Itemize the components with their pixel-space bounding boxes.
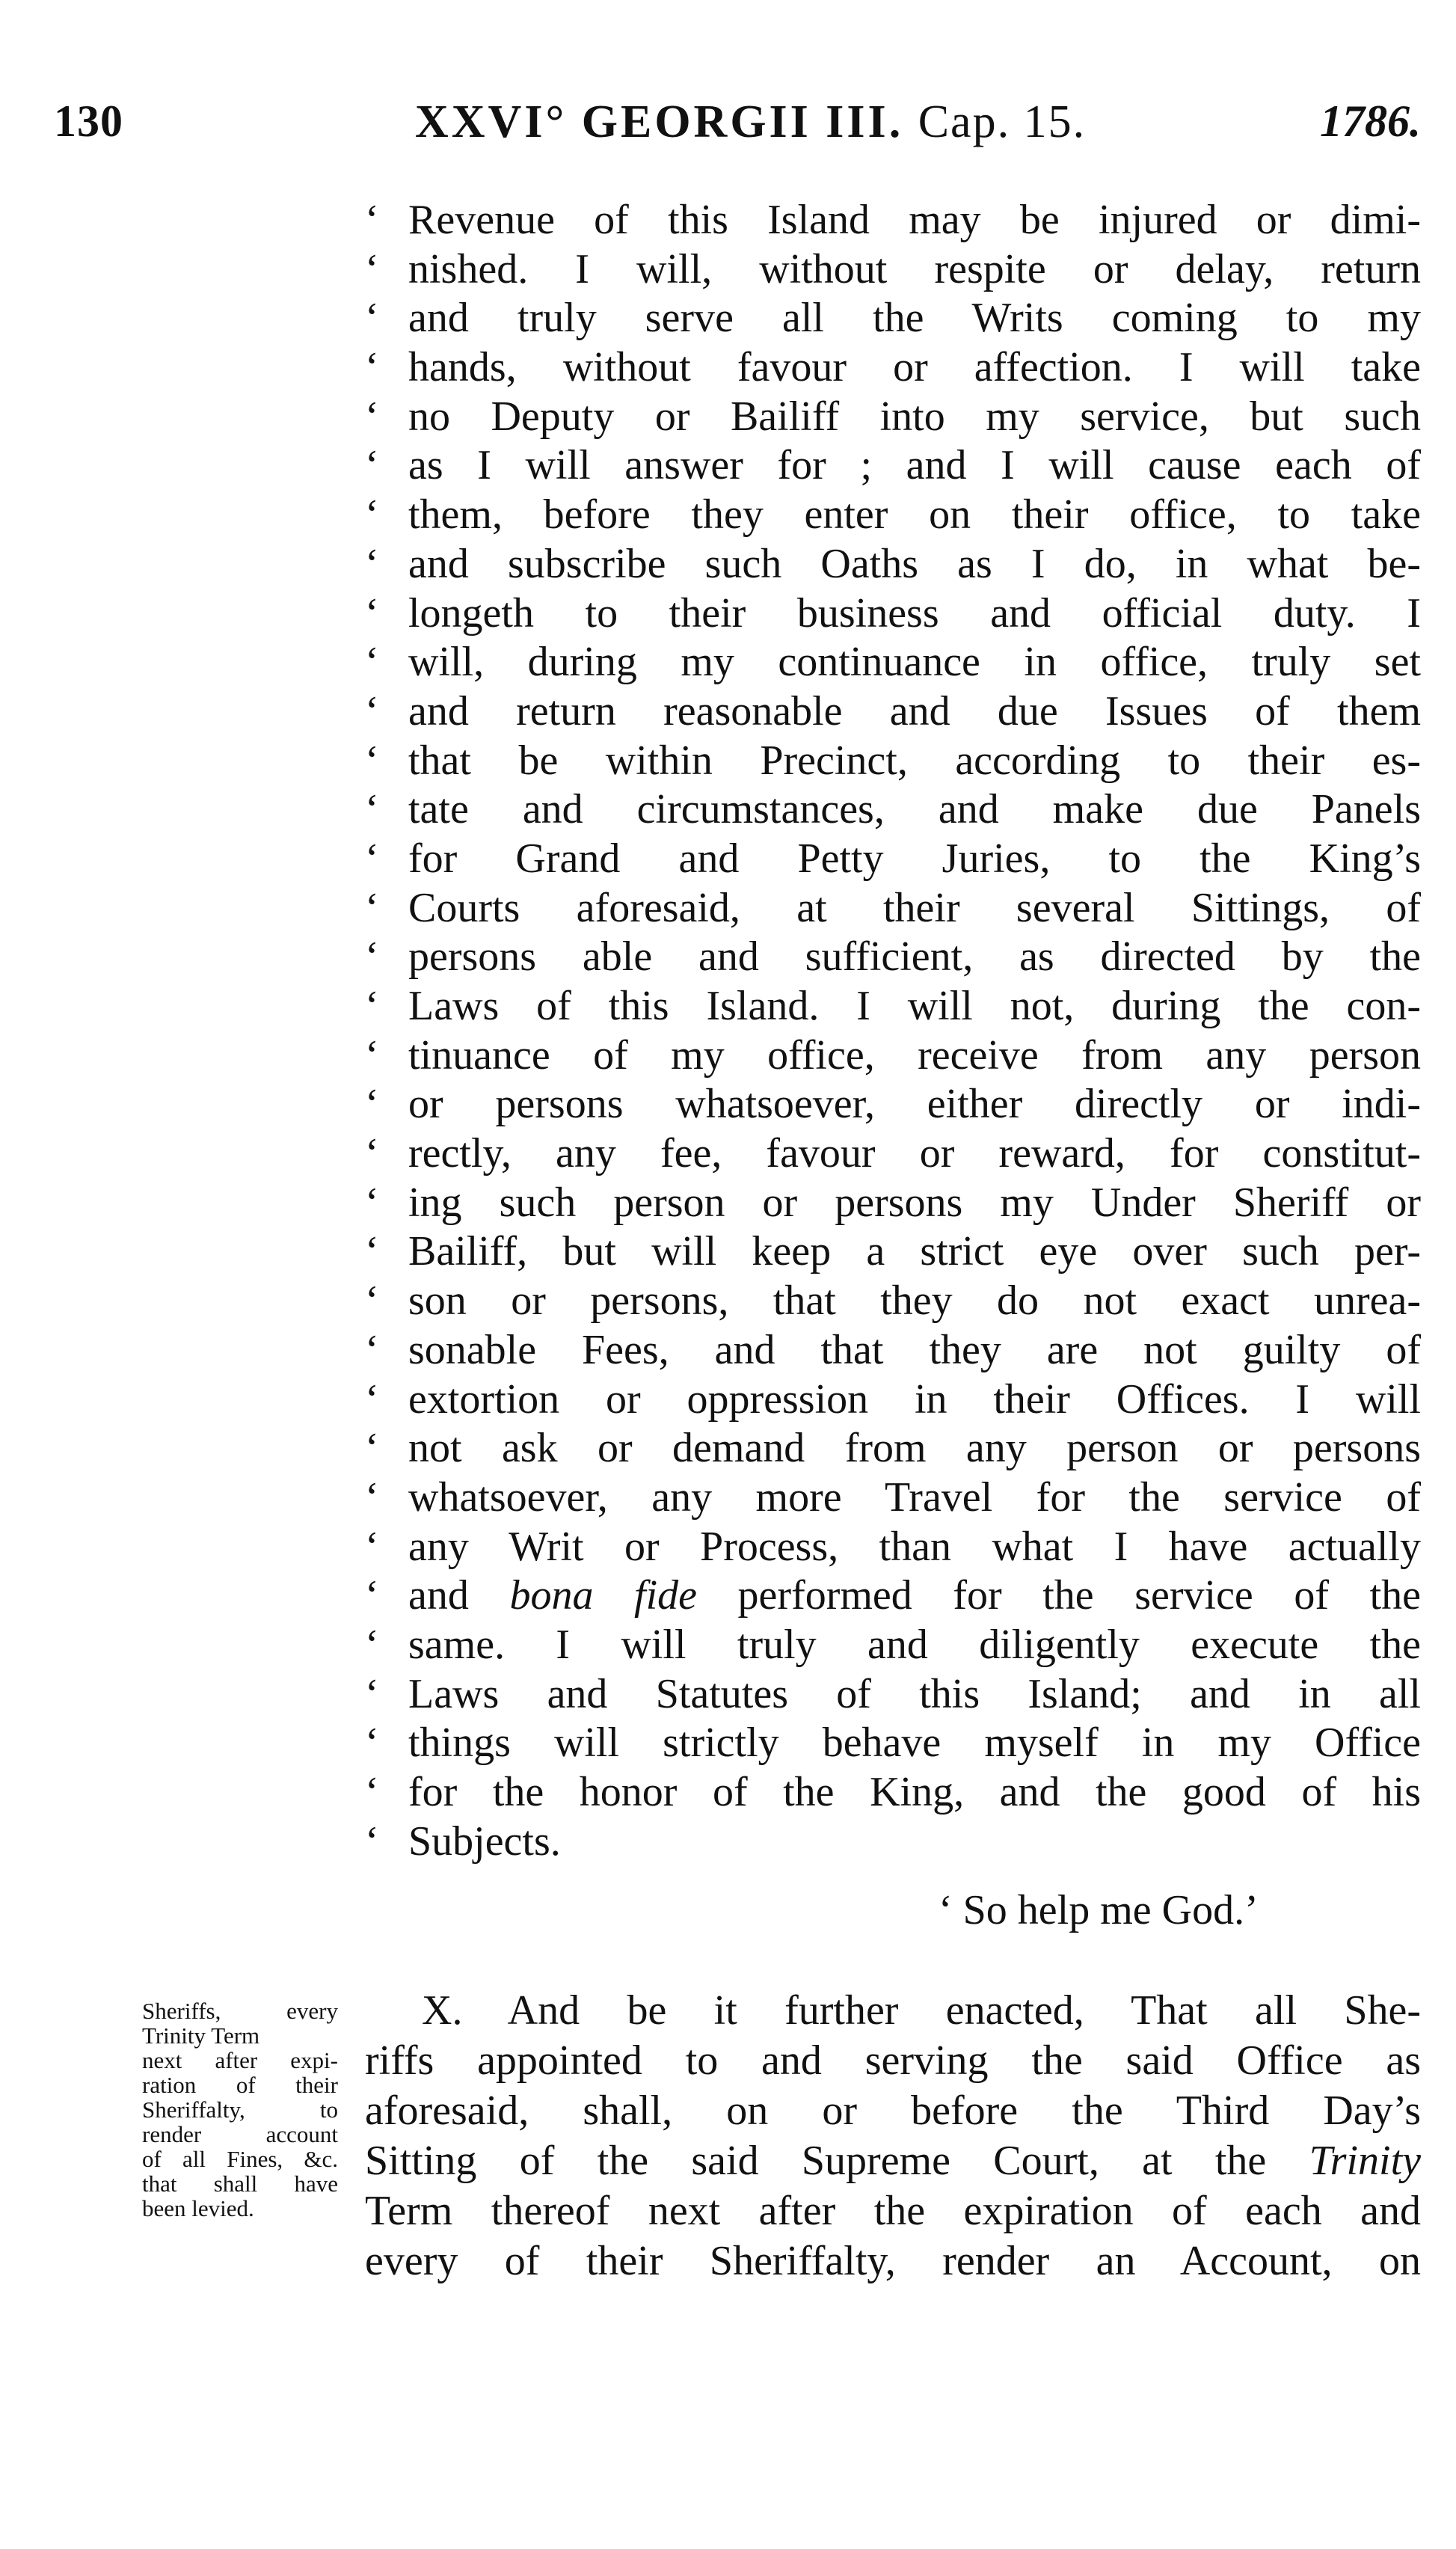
header-year: 1786. [1320, 96, 1421, 146]
line-text: tate and circumstances, and make due Panels [408, 786, 1421, 833]
oath-line [365, 1719, 1421, 1768]
line-text: whatsoever, any more Travel for the service of [408, 1473, 1421, 1521]
line-text: persons able and sufficient, as directed by the [408, 933, 1421, 981]
quote-mark: ‘ [365, 1621, 379, 1668]
margin-note-line: next after expi- [142, 2047, 338, 2073]
margin-note-line: ration of their [142, 2072, 338, 2098]
line-text: extortion or oppression in their Offices. I will [408, 1375, 1421, 1423]
header-title [415, 96, 1086, 149]
oath-line [365, 638, 1421, 687]
quote-mark: ‘ [365, 1720, 379, 1767]
quote-mark: ‘ [365, 1130, 379, 1177]
oath-line [365, 294, 1421, 343]
line-text: X. And be it further enacted, That all She- [422, 1987, 1421, 2034]
line-text: or persons whatsoever, either directly or indi- [408, 1081, 1421, 1128]
oath-text [365, 196, 1421, 1866]
quote-mark: ‘ [365, 639, 379, 686]
header-chapter: Cap. 15. [918, 96, 1087, 147]
quote-mark: ‘ [365, 1326, 379, 1373]
quote-mark: ‘ [365, 344, 379, 391]
line-text: aforesaid, shall, on or before the Third Day’s [365, 2088, 1421, 2134]
oath-closing: ‘ So help me God.’ [939, 1887, 1259, 1933]
line-text: nished. I will, without respite or delay, return [408, 245, 1421, 292]
quote-mark: ‘ [365, 393, 379, 440]
quote-mark: ‘ [365, 983, 379, 1029]
quote-mark: ‘ [365, 1473, 379, 1521]
line-text: Revenue of this Island may be injured or dimi- [408, 197, 1421, 243]
line-text: Laws and Statutes of this Island; and in all [408, 1670, 1421, 1717]
line-text: and [408, 1572, 510, 1619]
oath-line [365, 1818, 1421, 1867]
oath-line [365, 1768, 1421, 1818]
italic-text: Trinity [1309, 2138, 1421, 2184]
quote-mark: ‘ [365, 1375, 379, 1423]
quote-mark: ‘ [365, 1523, 379, 1570]
oath-line [365, 1424, 1421, 1473]
margin-note-line: Sheriffs, every [142, 1998, 338, 2024]
oath-line [365, 687, 1421, 737]
oath-line [365, 1375, 1421, 1425]
line-text: will, during my continuance in office, truly set [408, 639, 1421, 686]
header-reign: XXVI° GEORGII III. [415, 96, 904, 147]
line-text: hands, without favour or affection. I will take [408, 344, 1421, 391]
quote-mark: ‘ [365, 197, 379, 243]
quote-mark: ‘ [365, 295, 379, 342]
oath-line [365, 1129, 1421, 1179]
line-text: every of their Sheriffalty, render an Account, on [365, 2238, 1421, 2284]
oath-line [365, 1670, 1421, 1720]
section-line [365, 2086, 1421, 2136]
oath-line [365, 1326, 1421, 1375]
oath-line [365, 1277, 1421, 1326]
quote-mark: ‘ [365, 1818, 379, 1865]
line-text: sonable Fees, and that they are not guilty of [408, 1326, 1421, 1373]
margin-note-line: render account [142, 2121, 338, 2147]
quote-mark: ‘ [365, 491, 379, 539]
oath-line [365, 933, 1421, 982]
oath-line [365, 393, 1421, 442]
oath-line [365, 1473, 1421, 1523]
section-line [365, 2186, 1421, 2236]
line-text: longeth to their business and official duty. I [408, 589, 1421, 637]
oath-line [365, 1621, 1421, 1670]
line-text: not ask or demand from any person or persons [408, 1425, 1421, 1472]
line-text: son or persons, that they do not exact unrea- [408, 1277, 1421, 1325]
oath-line [365, 1031, 1421, 1081]
oath-line [365, 1179, 1421, 1228]
margin-note-line: Trinity Term [142, 2022, 260, 2049]
line-text: Sitting of the said Supreme Court, at the [365, 2138, 1309, 2184]
quote-mark: ‘ [365, 1179, 379, 1226]
line-text: rectly, any fee, favour or reward, for constitut- [408, 1130, 1421, 1177]
quote-mark: ‘ [365, 1769, 379, 1815]
line-text: any Writ or Process, than what I have actually [408, 1523, 1421, 1570]
quote-mark: ‘ [365, 1572, 379, 1619]
margin-note-line: of all Fines, &c. [142, 2146, 338, 2172]
line-text: Term thereof next after the expiration of each and [365, 2188, 1421, 2234]
quote-mark: ‘ [365, 687, 379, 734]
line-text: Bailiff, but will keep a strict eye over such per- [408, 1228, 1421, 1275]
section-line [365, 2236, 1421, 2286]
oath-line [365, 441, 1421, 491]
section-line [365, 2036, 1421, 2086]
quote-mark: ‘ [365, 884, 379, 931]
section-line [365, 2136, 1421, 2186]
line-text: and return reasonable and due Issues of them [408, 687, 1421, 734]
oath-line [365, 491, 1421, 540]
oath-line [365, 196, 1421, 245]
section-x [365, 1986, 1421, 2286]
running-header [45, 96, 1421, 163]
quote-mark: ‘ [365, 1425, 379, 1472]
line-text: Laws of this Island. I will not, during the con- [408, 983, 1421, 1029]
oath-line [365, 245, 1421, 295]
line-text: same. I will truly and diligently execute the [408, 1621, 1421, 1668]
oath-line [365, 737, 1421, 786]
line-text: as I will answer for ; and I will cause each of [408, 442, 1421, 489]
quote-mark: ‘ [365, 835, 379, 882]
line-text: Subjects. [408, 1818, 561, 1865]
section-line [365, 1986, 1421, 2036]
quote-mark: ‘ [365, 1670, 379, 1717]
margin-note-line: been levied. [142, 2195, 254, 2221]
quote-mark: ‘ [365, 245, 379, 292]
oath-line [365, 1227, 1421, 1277]
oath-line [365, 1080, 1421, 1129]
line-text: for Grand and Petty Juries, to the King’s [408, 835, 1421, 882]
quote-mark: ‘ [365, 1277, 379, 1325]
quote-mark: ‘ [365, 1228, 379, 1275]
oath-line [365, 835, 1421, 884]
line-text: no Deputy or Bailiff into my service, but such [408, 393, 1421, 440]
line-text: them, before they enter on their office, to take [408, 491, 1421, 539]
oath-line [365, 1571, 1421, 1621]
oath-line [365, 785, 1421, 835]
quote-mark: ‘ [365, 442, 379, 489]
oath-line [365, 589, 1421, 639]
margin-note [142, 1999, 338, 2221]
quote-mark: ‘ [365, 1031, 379, 1079]
line-text: things will strictly behave myself in my Office [408, 1720, 1421, 1767]
quote-mark: ‘ [365, 1081, 379, 1128]
line-text: for the honor of the King, and the good of his [408, 1769, 1421, 1815]
line-text: and truly serve all the Writs coming to my [408, 295, 1421, 342]
oath-line [365, 884, 1421, 933]
line-text: that be within Precinct, according to their es- [408, 737, 1421, 784]
quote-mark: ‘ [365, 737, 379, 784]
line-text: riffs appointed to and serving the said Office as [365, 2037, 1421, 2084]
line-text: performed for the service of the [696, 1572, 1421, 1619]
oath-line [365, 540, 1421, 589]
margin-note-line: that shall have [142, 2171, 338, 2197]
quote-mark: ‘ [365, 540, 379, 587]
line-text: and subscribe such Oaths as I do, in what be- [408, 540, 1421, 587]
quote-mark: ‘ [365, 933, 379, 981]
oath-line [365, 1523, 1421, 1572]
italic-text: bona fide [509, 1572, 697, 1619]
oath-line [365, 982, 1421, 1031]
line-text: tinuance of my office, receive from any person [408, 1031, 1421, 1079]
margin-note-line: Sheriffalty, to [142, 2096, 338, 2123]
line-text: ing such person or persons my Under Sheriff or [408, 1179, 1421, 1226]
line-text: Courts aforesaid, at their several Sittings, of [408, 884, 1421, 931]
oath-line [365, 343, 1421, 393]
quote-mark: ‘ [365, 589, 379, 637]
quote-mark: ‘ [365, 786, 379, 833]
page-number: 130 [54, 96, 123, 146]
